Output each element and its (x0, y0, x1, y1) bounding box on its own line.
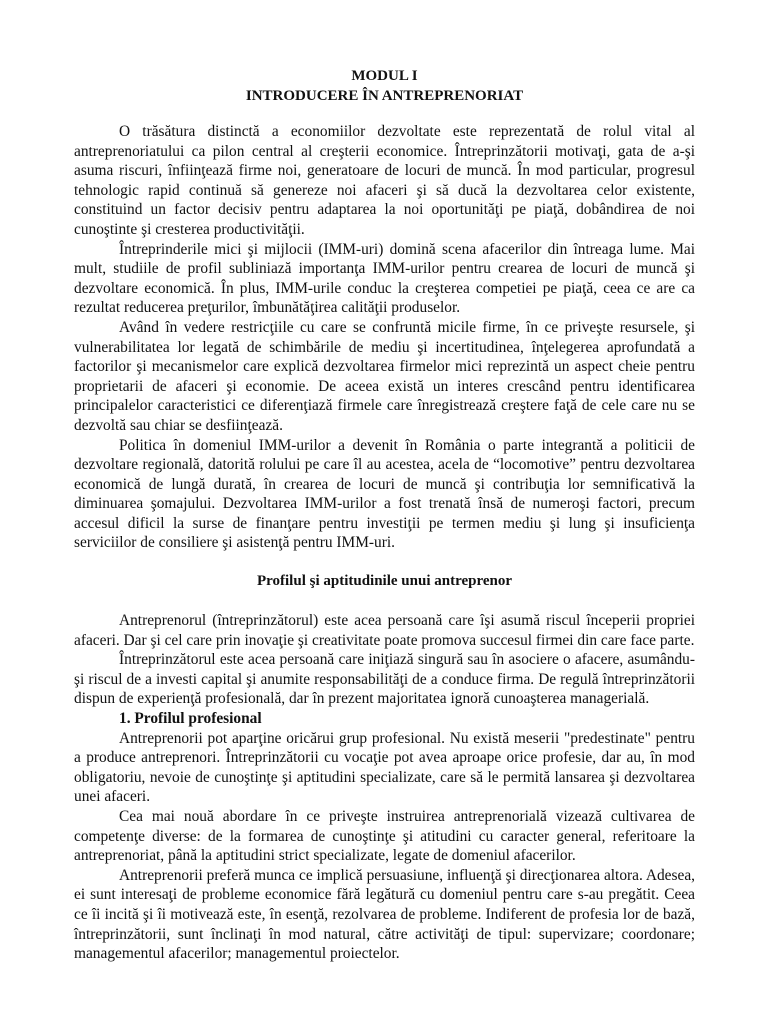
subsection-paragraph: Antreprenorii preferă munca ce implică persuasiune, influenţă şi direcţionarea altora. Adesea, ei sunt interesaţi de probleme economice fără legătură cu domeniul pentru care s-au pregătit. Ceea ce îi incită şi îi motivează este, în esenţă, rezolvarea de probleme. Indiferent de profesia lor de bază, întreprinzătorii, sunt înclinaţi în mod natural, către activităţi de tipul: supervizare; coordonare; managementul afacerilor; managementul proiectelor. (74, 866, 695, 963)
section-paragraph: Întreprinzătorul este acea persoană care iniţiază singură sau în asociere o afacere, asumându-şi riscul de a investi capital şi anumite responsabilităţi de a conduce firma. De regulă întreprinzătorii dispun de experienţă profesională, dar în prezent majoritatea ignoră cunoaşterea managerială. (74, 651, 695, 708)
subsection-paragraph: Cea mai nouă abordare în ce priveşte instruirea antreprenorială vizează cultivarea de competenţe diverse: de la formarea de cunoştinţe şi atitudini cu caracter general, referitoare la antreprenoriat, până la aptitudini strict specializate, legate de domeniul afacerilor. (74, 808, 695, 865)
subsection-paragraph: Antreprenorii pot aparţine oricărui grup profesional. Nu există meserii "predestinate" pentru a produce antreprenori. Întreprinzătorii cu vocaţie pot avea aproape orice profesie, dar au, în mod obligatoriu, nevoie de cunoştinţe şi aptitudini specializate, care să le permită lansarea şi dezvoltarea unei afaceri. (74, 729, 695, 806)
module-subtitle: INTRODUCERE ÎN ANTREPRENORIAT (245, 88, 524, 104)
intro-paragraph: O trăsătura distinctă a economiilor dezvoltate este reprezentată de rolul vital al antreprenoriatului ca pilon central al creşterii economice. Întreprinzătorii motivaţi, gata de a-şi asuma riscuri, înfiinţează firme noi, generatoare de locuri de muncă. În mod particular, progresul tehnologic rapid continuă să genereze noi afaceri şi să ducă la dezvoltarea celor existente, constituind un factor decisiv pentru adaptarea la noi oportunităţi pe piaţă, dobândirea de noi cunoştinte şi cresterea productivităţii. (74, 123, 695, 238)
section-paragraph: Antreprenorul (întreprinzătorul) este acea persoană care îşi asumă riscul începerii propriei afaceri. Dar şi cel care prin inovaţie şi creativitate poate promova succesul firmei din care face parte. (74, 612, 695, 649)
section-heading: Profilul şi aptitudinile unui antreprenor (256, 573, 513, 590)
intro-paragraph: Întreprinderile mici şi mijlocii (IMM-uri) domină scena afacerilor din întreaga lume. Mai mult, studiile de profil subliniază importanţa IMM-urilor pentru crearea de locuri de muncă şi dezvoltare economică. În plus, IMM-urile conduc la creşterea competiei pe piaţă, ceea ce are ca rezultat reducerea preţurilor, îmbunătăţirea calităţii produselor. (74, 240, 695, 317)
module-title: MODUL I (351, 68, 418, 84)
document-page (74, 66, 695, 964)
subsection-heading: 1. Profilul profesional (119, 710, 262, 728)
title-spacer (74, 106, 695, 122)
intro-paragraph: Având în vedere restricţiile cu care se confruntă micile firme, în ce priveşte resursele, şi vulnerabilitatea lor legată de schimbările de mediu şi incertitudinea, înţelegerea aprofundată a factorilor şi mecanismelor care explică dezvoltarea firmelor mici reprezintă un aspect cheie pentru proprietarii de afaceri şi economie. De aceea există un interes crescând pentru identificarea principalelor caracteristici ce diferenţiază firmele care înregistrează creştere faţă de cele care nu se dezvoltă sau chiar se desfiinţează. (74, 318, 695, 434)
intro-paragraph: Politica în domeniul IMM-urilor a devenit în România o parte integrantă a politicii de dezvoltare regională, datorită rolului pe care îl au acestea, acela de “locomotive” pentru dezvoltarea economică de lungă durată, în crearea de locuri de muncă şi contribuţia lor semnificativă la diminuarea şomajului. Dezvoltarea IMM-urilor a fost trenată însă de numeroşi factori, precum accesul dificil la surse de finanţare pentru investiţii pe termen mediu şi lung şi insuficienţa serviciilor de consiliere şi asistenţă pentru IMM-uri. (74, 436, 695, 552)
